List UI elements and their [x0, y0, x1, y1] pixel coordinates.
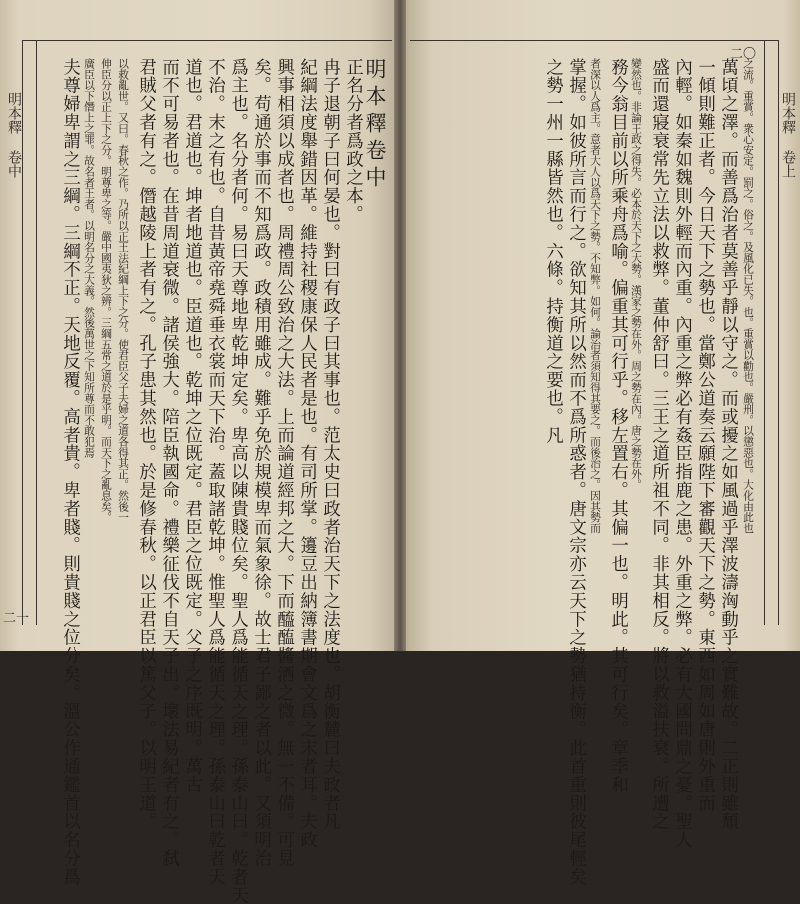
left-col-7: 不治。末之有也。自昔黃帝堯舜垂衣裳而天下治。蓋取諸乾坤。惟聖人爲能循天之理。孫泰山曰乾者天 — [204, 58, 225, 886]
right-page-frame-outer — [778, 40, 779, 625]
right-col-4: 盛而還寢衰常先立法以救弊。董仲舒曰。三王之道所祖不同。非其相反。將以救溢扶衰。所遭之 — [648, 58, 669, 831]
left-col-2: 冉子退朝子曰何晏也。對曰有政子曰其事也。范太史曰政者治天下之法度也。胡衡麓曰夫政者凡 — [319, 58, 340, 831]
left-page-running-header: 明本釋 卷中 — [6, 92, 22, 178]
left-col-5: 矣。苟通於事而不知爲政。政積用雖成。難乎免於規模卑而氣象徐。故士君子鄙之者以此。又須明治 — [250, 58, 271, 868]
left-col-3: 紀綱法度舉錯因革。維持社稷康保人民者是也。有司所掌。籩豆出納簿書期會文爲之末者耳。夫政 — [296, 58, 317, 850]
right-col-5: 務今翁目前以所乘舟爲喻。偏重其可行乎。移左置右。其偏一也。明此。其可行矣。章季和 — [607, 58, 628, 794]
left-note-3: 廣臣以下僭上之罪。故名者王者。以明名分之大義。然後萬世之下知所尊而不敢犯焉 — [83, 58, 96, 458]
left-page-folio — [3, 612, 29, 626]
left-col-10: 君賊父者有之。僭越陵上者有之。孔子患其然也。於是修春秋。以正君臣以篤父子。以明王道。 — [135, 58, 156, 831]
right-note-1: 之流。重賞。衆心安定。罰之。俗之。及風化已失。也。重賞以勸也。嚴刑。以懲惡也。大化由此也 — [742, 58, 755, 534]
left-folio-number: 二一 — [3, 611, 30, 626]
chapter-title: 明本釋卷中 — [363, 58, 387, 193]
left-page-frame-inner — [36, 40, 37, 625]
left-col-1: 正名分者爲政之本。 — [342, 58, 363, 224]
left-col-11: 夫尊婦卑謂之三綱。三綱不正。天地反覆。高者貴。卑者賤。則貴賤之位分矣。溫公作通鑑首以名分爲 — [59, 58, 80, 886]
left-note-1: 以救亂世。又曰。春秋之作。乃所以正王法紀綱上下之分。使君臣父子夫婦之道各得其正。然後一 — [117, 58, 130, 523]
left-note-2: 伸臣分以正上下之分。明尊卑之等。嚴中國夷狄之辨。三綱五常之道於是乎明。而天下之亂息矣。 — [100, 58, 113, 523]
left-col-8: 道也。君道也。坤者地道也。臣道也。乾坤之位既定。君臣之位既定。父子之序既明。萬古 — [181, 58, 202, 794]
book-gutter — [394, 0, 406, 651]
left-page-frame-outer — [22, 40, 23, 625]
left-col-9: 而不可易者也。在昔周道衰微。諸侯強大。陪臣執國命。禮樂征伐不自天子出。壞法易紀者有之。弑 — [158, 58, 179, 868]
left-page-frame-top — [22, 40, 392, 41]
right-col-2: 一傾則難正者。今日天下之勢也。當鄭公道奏云願陛下審觀天下之勢。東西如周如唐則外重而 — [694, 58, 715, 813]
right-note-3: 者深以人爲主。意者大人以爲天下之勢。不知弊。如何。論治者須知得其要之。而後治之。因其勢而 — [589, 58, 602, 534]
right-folio-number: 二〇 — [730, 47, 757, 62]
right-col-3: 內輕。如秦如魏則外輕而內重。內重之弊必有姦臣指鹿之患。外重之弊。必有大國問鼎之憂。聖人 — [671, 58, 692, 850]
right-page — [400, 0, 800, 886]
right-page-frame-top — [410, 40, 778, 41]
left-col-4: 興事相須以成者也。周禮周公致治之大法。上而論道經邦之大。下而醯醢醬酒之微。無一不備。可見 — [273, 58, 294, 868]
right-page-running-header: 明本釋 卷上 — [780, 92, 796, 178]
right-col-1: 萬頃之澤。而善爲治者莫善乎靜以守之。而或擾之如風過乎澤波濤洶動乎之實難故。二正則雖頹 — [717, 58, 738, 831]
left-col-6: 爲主也。名分者何。易曰天尊地卑乾坤定矣。卑高以陳貴賤位矣。聖人爲能循天之理。孫泰山曰。乾者天 — [227, 58, 248, 904]
right-col-7: 之勢一州一縣皆然也。六條。持衡道之要也。凡 — [542, 58, 563, 445]
right-page-frame-inner — [764, 40, 765, 625]
right-note-2: 變然也。非論王政之得失。必本於天下之大勢。漢家之勢在外。周之勢在內。唐之勢在外。 — [630, 58, 643, 490]
right-col-6: 掌握。如彼所言而行之。欲知其所以然而不爲所惑者。唐文宗亦云天下之勢猶持衡。此首重則彼尾輕矣 — [565, 58, 586, 886]
